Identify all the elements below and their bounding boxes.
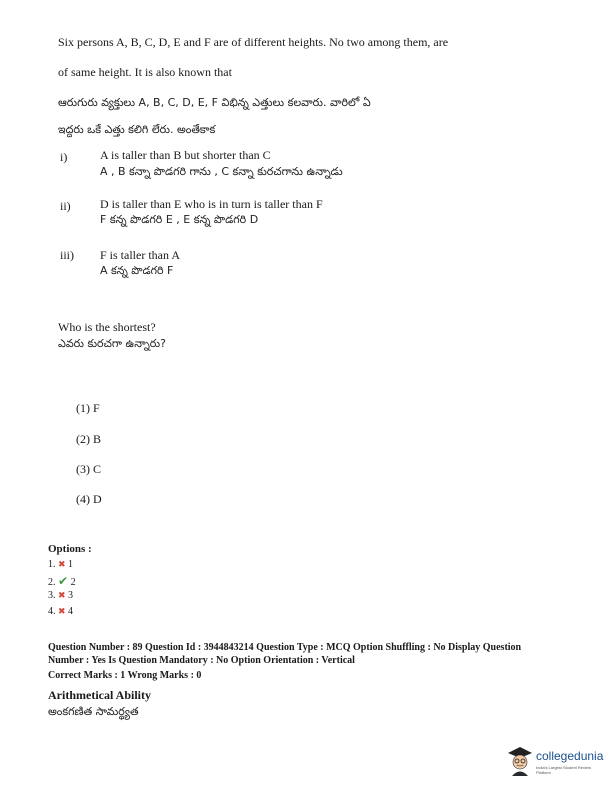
- statement-english: F is taller than A: [100, 248, 180, 262]
- question-telugu-line1: ఆరుగురు వ్యక్తులు A, B, C, D, E, F విభిన్న ఎత్తులు కలవారు. వారిలో ఏ: [58, 96, 371, 109]
- option-number: 4.: [48, 606, 56, 617]
- option-value: 3: [68, 590, 74, 601]
- statement-telugu: A , B కన్నా పొడగరి గాను , C కన్నా కురచగాను ఉన్నాడు: [100, 165, 343, 178]
- options-heading: Options :: [48, 543, 92, 555]
- statement-english: A is taller than B but shorter than C: [100, 148, 271, 162]
- statement-number: i): [60, 150, 68, 164]
- option-row: [48, 559, 73, 570]
- question-text-line1: Six persons A, B, C, D, E and F are of different heights. No two among them, are: [58, 35, 449, 49]
- answer-choice: (3) C: [76, 462, 101, 476]
- option-row: [48, 606, 73, 617]
- statement-telugu: F కన్న పొడగరి E , E కన్న పొడగరి D: [100, 213, 259, 226]
- question-meta-line2: Number : Yes Is Question Mandatory : No Option Orientation : Vertical: [48, 655, 355, 666]
- statement-number: ii): [60, 199, 71, 213]
- answer-choice: (2) B: [76, 432, 101, 446]
- student-mascot-icon: [506, 745, 534, 777]
- cross-icon: ✖: [58, 559, 66, 569]
- statement-english: D is taller than E who is in turn is taller than F: [100, 197, 323, 211]
- question-text-line2: of same height. It is also known that: [58, 65, 232, 79]
- statement-telugu: A కన్న పొడగరి F: [100, 264, 174, 277]
- logo-tagline: India's Largest Student Review Platform: [536, 765, 592, 775]
- option-value: 4: [68, 606, 74, 617]
- option-row: [48, 574, 76, 589]
- option-number: 1.: [48, 559, 56, 570]
- cross-icon: ✖: [58, 606, 66, 616]
- option-row: [48, 590, 73, 601]
- cross-icon: ✖: [58, 590, 66, 600]
- option-value: 1: [68, 559, 74, 570]
- check-icon: ✔: [58, 574, 69, 588]
- section-title: Arithmetical Ability: [48, 688, 151, 702]
- option-number: 3.: [48, 590, 56, 601]
- collegedunia-logo: [506, 743, 606, 779]
- option-number: 2.: [48, 577, 56, 588]
- prompt-english: Who is the shortest?: [58, 320, 156, 334]
- answer-choice: (1) F: [76, 401, 100, 415]
- prompt-telugu: ఎవరు కురచగా ఉన్నారు?: [58, 337, 166, 350]
- question-meta-line1: Question Number : 89 Question Id : 3944843214 Question Type : MCQ Option Shuffling : No Display Question: [48, 642, 522, 653]
- statement-number: iii): [60, 248, 74, 262]
- logo-name: collegedunia: [536, 749, 604, 763]
- answer-choice: (4) D: [76, 492, 102, 506]
- section-title-telugu: అంకగణిత సామర్థ్యత: [48, 705, 139, 718]
- question-meta-line3: Correct Marks : 1 Wrong Marks : 0: [48, 670, 202, 681]
- question-telugu-line2: ఇద్దరు ఒకే ఎత్తు కలిగి లేరు. అంతేకాక: [58, 123, 216, 136]
- option-value: 2: [70, 577, 76, 588]
